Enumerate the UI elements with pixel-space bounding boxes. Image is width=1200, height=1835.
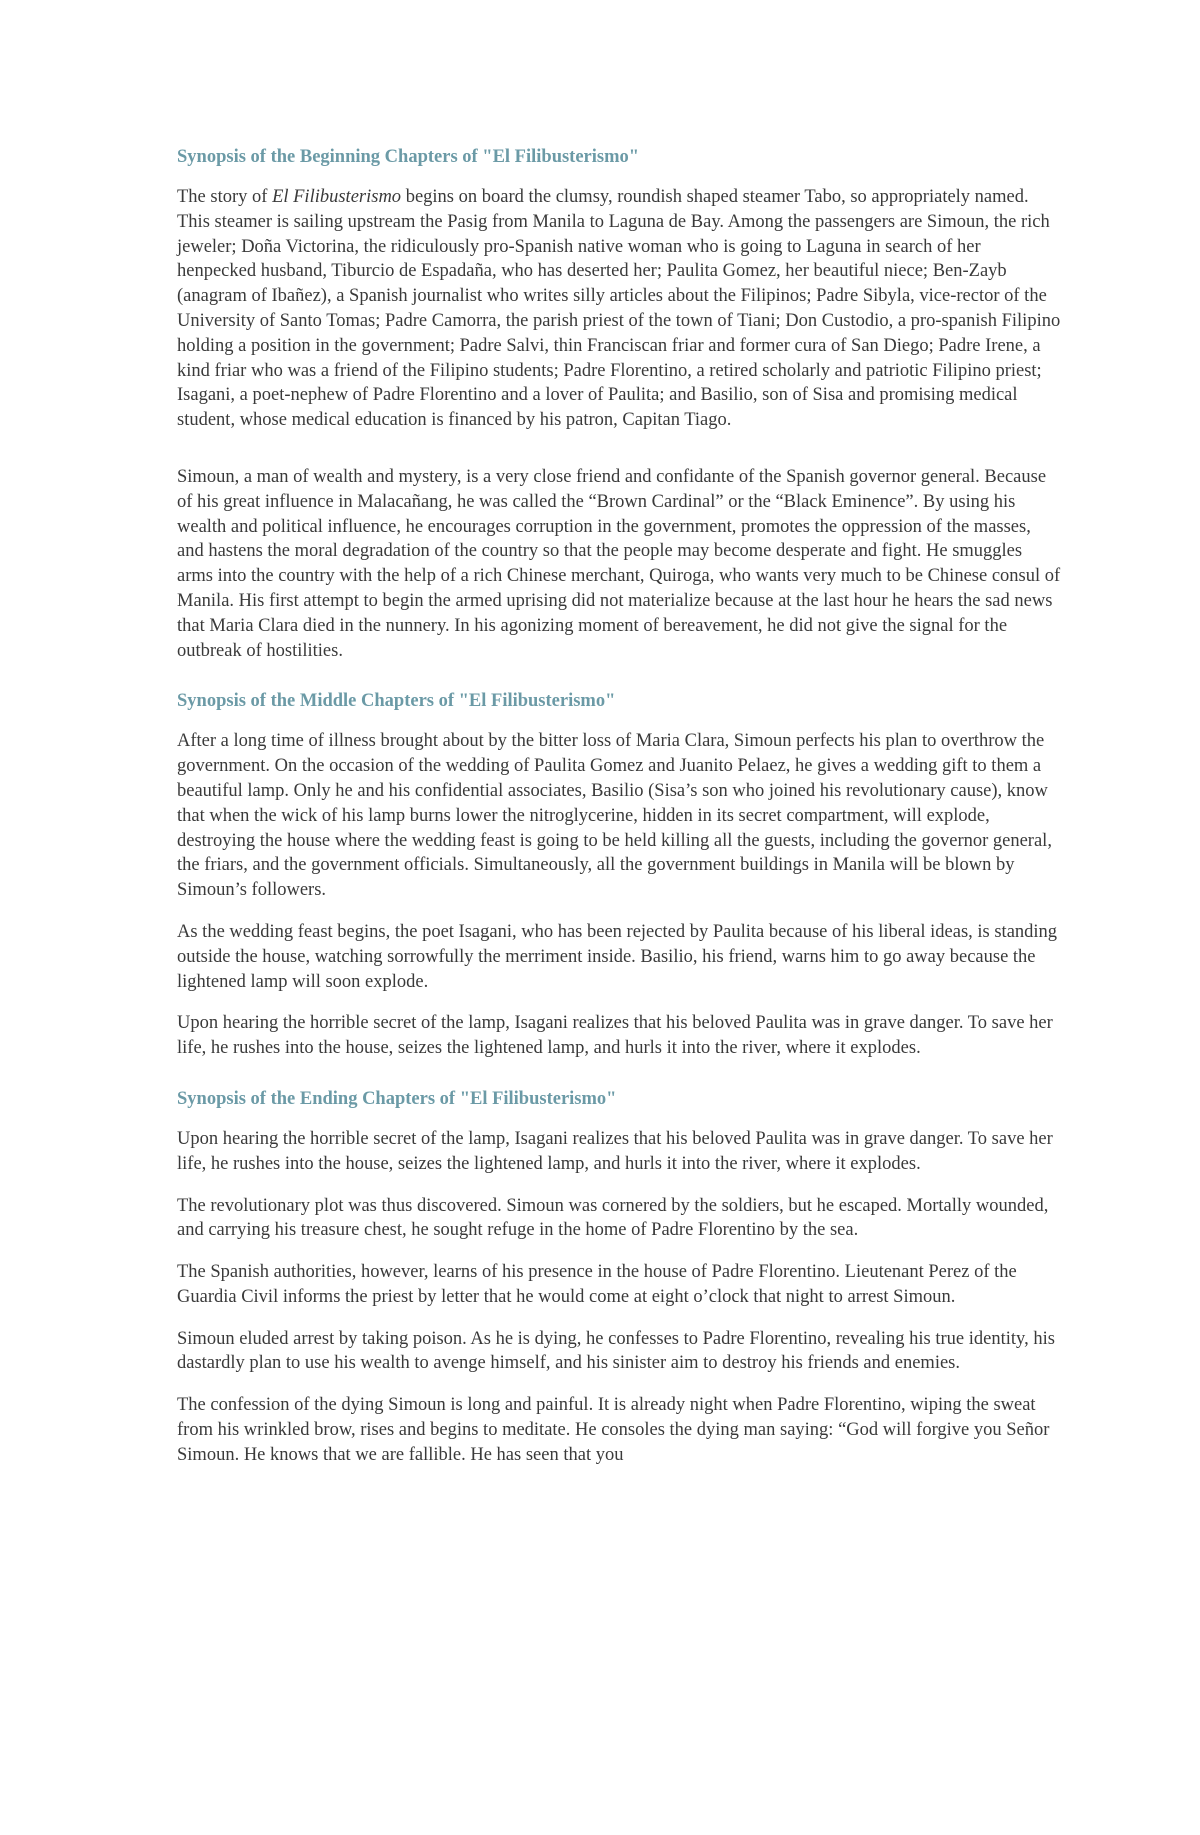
book-title-italic: El Filibusterismo [272, 187, 402, 207]
paragraph-text: begins on board the clumsy, roundish shaped steamer Tabo, so appropriately named. This steamer is sailing upstream the Pasig from Manila to Laguna de Bay. Among the passengers are Simoun, the rich jeweler; Doña Victorina, the ridiculously pro-Spanish native woman who is going to Laguna in search of her henpecked husband, Tiburcio de Espadaña, who has deserted her; Paulita Gomez, her beautiful niece; Ben-Zayb (anagram of Ibañez), a Spanish journalist who writes silly articles about the Filipinos; Padre Sibyla, vice-rector of the University of Santo Tomas; Padre Camorra, the parish priest of the town of Tiani; Don Custodio, a pro-spanish Filipino holding a position in the government; Padre Salvi, thin Franciscan friar and former cura of San Diego; Padre Irene, a kind friar who was a friend of the Filipino students; Padre Florentino, a retired scholarly and patriotic Filipino priest; Isagani, a poet-nephew of Padre Florentino and a lover of Paulita; and Basilio, son of Sisa and promising medical student, whose medical education is financed by his patron, Capitan Tiago. [177, 187, 1061, 431]
section-heading-beginning: Synopsis of the Beginning Chapters of "El Filibusterismo" [177, 147, 640, 167]
paragraph-beginning-1 [177, 185, 1062, 433]
section-heading-middle: Synopsis of the Middle Chapters of "El Filibusterismo" [177, 691, 616, 712]
paragraph-ending-3: The Spanish authorities, however, learns of his presence in the house of Padre Florentino. Lieutenant Perez of the Guardia Civil informs the priest by letter that he would come at eight o’clock that night to arrest Simoun. [177, 1262, 1017, 1307]
paragraph-ending-5: The confession of the dying Simoun is long and painful. It is already night when Padre Florentino, wiping the sweat from his wrinkled brow, rises and begins to meditate. He consoles the dying man saying: “God will forgive you Señor Simoun. He knows that we are fallible. He has seen that you [177, 1395, 1050, 1465]
paragraph-ending-2: The revolutionary plot was thus discovered. Simoun was cornered by the soldiers, but he escaped. Mortally wounded, and carrying his treasure chest, he sought refuge in the home of Padre Florentino by the sea. [177, 1195, 1049, 1241]
paragraph-ending-4: Simoun eluded arrest by taking poison. As he is dying, he confesses to Padre Florentino, revealing his true identity, his dastardly plan to use his wealth to avenge himself, and his sinister aim to destroy his friends and enemies. [177, 1328, 1055, 1374]
paragraph-middle-2: As the wedding feast begins, the poet Isagani, who has been rejected by Paulita because of his liberal ideas, is standing outside the house, watching sorrowfully the merriment inside. Basilio, his friend, warns him to go away because the lightened lamp will soon explode. [177, 921, 1058, 992]
paragraph-middle-1: After a long time of illness brought about by the bitter loss of Maria Clara, Simoun perfects his plan to overthrow the government. On the occasion of the wedding of Paulita Gomez and Juanito Pelaez, he gives a wedding gift to them a beautiful lamp. Only he and his confidential associates, Basilio (Sisa’s son who joined his revolutionary cause), know that when the wick of his lamp burns lower the nitroglycerine, hidden in its secret compartment, will explode, destroying the house where the wedding feast is going to be held killing all the guests, including the governor general, the friars, and the government officials. Simultaneously, all the government buildings in Manila will be blown by Simoun’s followers. [177, 731, 1052, 901]
paragraph-text: The story of [177, 187, 273, 207]
paragraph-beginning-2: Simoun, a man of wealth and mystery, is a very close friend and confidante of the Spanish governor general. Because of his great influence in Malacañang, he was called the “Brown Cardinal” or the “Black Eminence”. By using his wealth and political influence, he encourages corruption in the government, promotes the oppression of the masses, and hastens the moral degradation of the country so that the people may become desperate and fight. He smuggles arms into the country with the help of a rich Chinese merchant, Quiroga, who wants very much to be Chinese consul of Manila. His first attempt to begin the armed uprising did not materialize because at the last hour he hears the sad news that Maria Clara died in the nunnery. In his agonizing moment of bereavement, he did not give the signal for the outbreak of hostilities. [177, 466, 1061, 661]
section-heading-ending: Synopsis of the Ending Chapters of "El Filibusterismo" [177, 1088, 617, 1109]
document-page [177, 145, 1062, 1485]
paragraph-ending-1: Upon hearing the horrible secret of the lamp, Isagani realizes that his beloved Paulita was in grave danger. To save her life, he rushes into the house, seizes the lightened lamp, and hurls it into the river, where it explodes. [177, 1128, 1053, 1174]
paragraph-middle-3: Upon hearing the horrible secret of the lamp, Isagani realizes that his beloved Paulita was in grave danger. To save her life, he rushes into the house, seizes the lightened lamp, and hurls it into the river, where it explodes. [177, 1013, 1053, 1059]
